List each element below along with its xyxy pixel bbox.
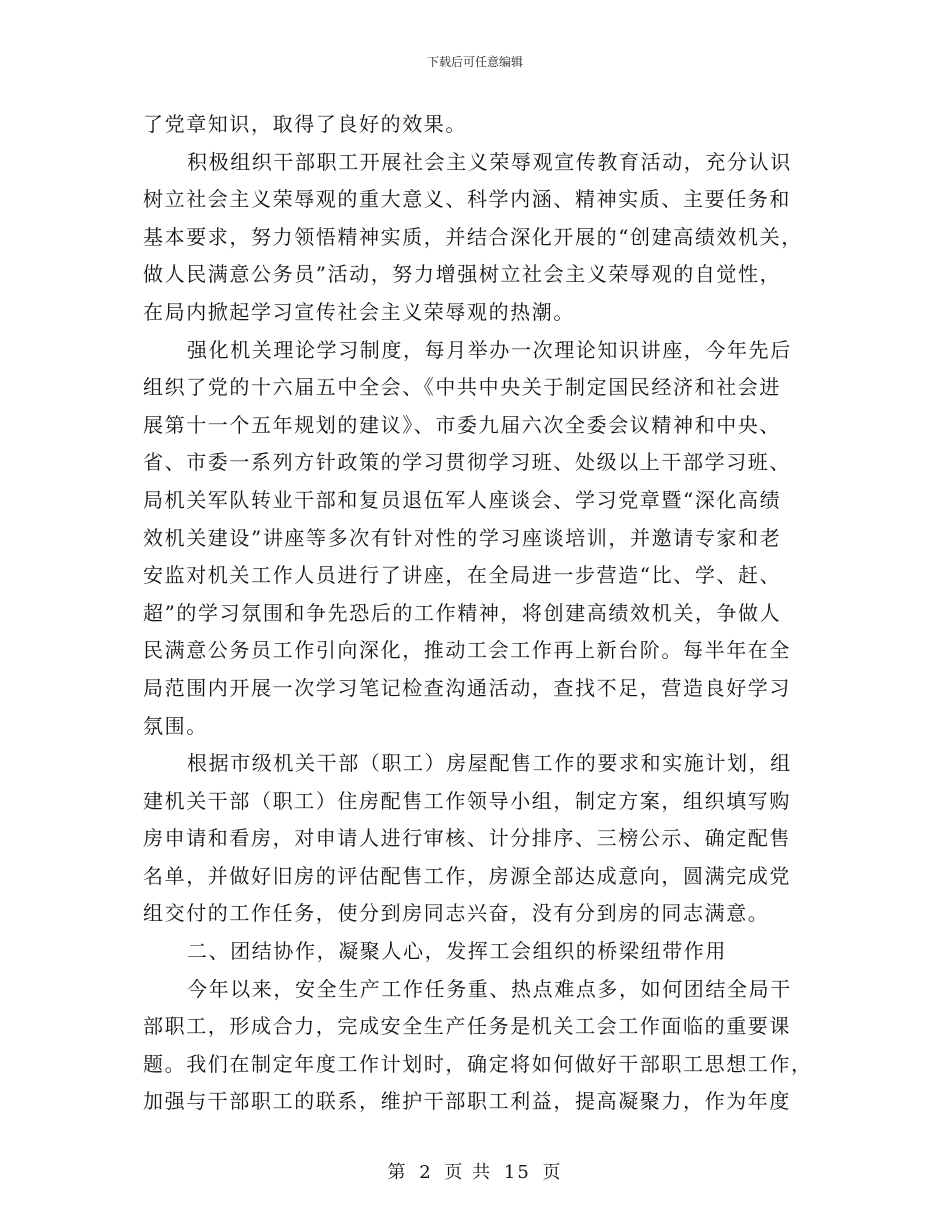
page-number (0, 1158, 950, 1184)
text-line: 氛围。 (143, 713, 208, 738)
page-number-prefix: 第 (387, 1162, 408, 1183)
text-line: 局机关军队转业干部和复员退伍军人座谈会、学习党章暨“深化高绩 (143, 487, 782, 512)
text-line: 加强与干部职工的联系，维护干部职工利益，提高凝聚力，作为年度 (143, 1089, 791, 1114)
text-line: 超”的学习氛围和争先恐后的工作精神，将创建高绩效机关，争做人 (143, 600, 782, 625)
text-line: 在局内掀起学习宣传社会主义荣辱观的热潮。 (143, 299, 575, 324)
text-line: 民满意公务员工作引向深化，推动工会工作再上新台阶。每半年在全 (143, 638, 791, 663)
page-number-total: 15 (503, 1162, 531, 1183)
document-body (143, 106, 813, 1121)
text-line: 省、市委一系列方针政策的学习贯彻学习班、处级以上干部学习班、 (143, 450, 791, 475)
text-line: 根据市级机关干部（职工）房屋配售工作的要求和实施计划，组 (187, 751, 792, 776)
page-number-suffix: 页 (542, 1162, 563, 1183)
page-header-note: 下载后可任意编辑 (426, 55, 523, 69)
text-line: 局范围内开展一次学习笔记检查沟通活动，查找不足，营造良好学习 (143, 675, 791, 700)
text-line: 建机关干部（职工）住房配售工作领导小组，制定方案，组织填写购 (143, 788, 791, 813)
text-line: 展第十一个五年规划的建议》、市委九届六次全委会议精神和中央、 (143, 412, 781, 437)
text-line: 做人民满意公务员”活动，努力增强树立社会主义荣辱观的自觉性， (143, 262, 782, 287)
text-line: 安监对机关工作人员进行了讲座，在全局进一步营造“比、学、赶、 (143, 563, 782, 588)
text-line: 树立社会主义荣辱观的重大意义、科学内涵、精神实质、主要任务和 (143, 187, 791, 212)
text-line: 效机关建设”讲座等多次有针对性的学习座谈培训，并邀请专家和老 (143, 525, 782, 550)
text-line: 组交付的工作任务，使分到房同志兴奋，没有分到房的同志满意。 (143, 901, 770, 926)
text-line: 部职工，形成合力，完成安全生产任务是机关工会工作面临的重要课 (143, 1014, 791, 1039)
text-line: 基本要求，努力领悟精神实质，并结合深化开展的“创建高绩效机关， (143, 224, 803, 249)
text-line: 房申请和看房，对申请人进行审核、计分排序、三榜公示、确定配售 (143, 826, 791, 851)
text-line: 今年以来，安全生产工作任务重、热点难点多，如何团结全局干 (187, 976, 792, 1001)
page-number-current: 2 (419, 1162, 433, 1183)
text-line: 积极组织干部职工开展社会主义荣辱观宣传教育活动，充分认识 (187, 149, 792, 174)
page-number-middle: 页 共 (444, 1162, 493, 1183)
text-line: 题。我们在制定年度工作计划时，确定将如何做好干部职工思想工作， (143, 1051, 813, 1076)
text-line: 名单，并做好旧房的评估配售工作，房源全部达成意向，圆满完成党 (143, 863, 791, 888)
section-heading: 二、团结协作，凝聚人心，发挥工会组织的桥梁纽带作用 (187, 939, 727, 964)
text-line: 组织了党的十六届五中全会、《中共中央关于制定国民经济和社会进 (143, 375, 781, 400)
text-line: 强化机关理论学习制度，每月举办一次理论知识讲座，今年先后 (187, 337, 792, 362)
text-line: 了党章知识，取得了良好的效果。 (143, 112, 467, 136)
